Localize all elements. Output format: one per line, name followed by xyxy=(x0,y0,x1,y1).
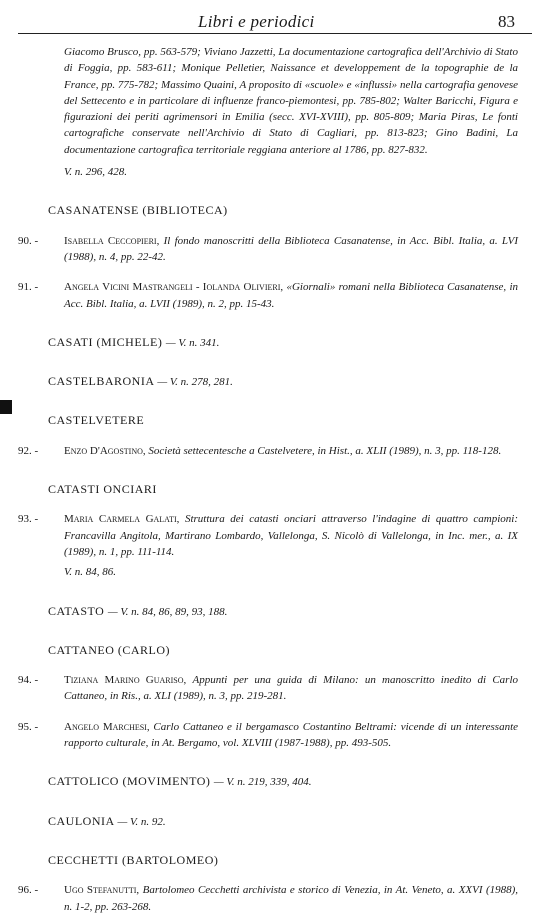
section-heading xyxy=(18,481,518,497)
section-heading xyxy=(18,813,518,830)
heading-label: CATASTO xyxy=(48,603,105,618)
heading-label: CASTELVETERE xyxy=(48,413,145,428)
entry-author: Maria Carmela Galati, xyxy=(64,513,180,526)
section-heading xyxy=(18,773,518,790)
heading-cross-ref: — V. n. 219, 339, 404. xyxy=(213,776,312,789)
header-rule xyxy=(18,33,532,34)
bibliography-entry xyxy=(18,719,518,752)
running-head: Libri e periodici xyxy=(198,12,315,31)
entry-number: 95. - xyxy=(18,720,39,733)
heading-cross-ref: — V. n. 92. xyxy=(117,815,166,828)
entry-number: 90. - xyxy=(18,234,39,247)
heading-label: CASATI (MICHELE) xyxy=(48,334,163,349)
page-header xyxy=(0,0,550,40)
heading-label: CATTANEO (CARLO) xyxy=(48,642,171,657)
heading-cross-ref: — V. n. 341. xyxy=(165,336,220,349)
entry-number: 96. - xyxy=(18,884,39,897)
heading-label: CECCHETTI (BARTOLOMEO) xyxy=(48,852,219,867)
heading-label: CASTELBARONIA xyxy=(48,374,154,389)
section-heading xyxy=(18,202,518,218)
bibliography-entry xyxy=(18,443,518,459)
heading-label: CASANATENSE (BIBLIOTECA) xyxy=(48,203,228,218)
entry-author: Isabella Ceccopieri, xyxy=(64,234,160,247)
heading-cross-ref: — V. n. 84, 86, 89, 93, 188. xyxy=(107,605,228,618)
entry-author: Angela Vicini Mastrangeli - Iolanda Olivieri, xyxy=(64,281,284,294)
entry-text: «Giornali» romani nella Biblioteca Casanatense, in Acc. Bibl. Italia, a. LVII (1989), n. 2, pp. 15-43. xyxy=(64,281,519,310)
heading-cross-ref: — V. n. 278, 281. xyxy=(157,376,233,389)
entry-text: Struttura dei catasti onciari attraverso l'indagine di quattro campioni: Francavilla Angitola, Martirano Lombardo, Vallelonga, S. Nicolò di Vallelonga, in Inc. mer., a. IX (1989), n. 1, pp. 111-114. xyxy=(64,513,519,558)
section-heading xyxy=(18,412,518,428)
entry-text: Il fondo manoscritti della Biblioteca Casanatense, in Acc. Bibl. Italia, a. LVI (1988), n. 4, pp. 22-42. xyxy=(64,234,518,263)
bibliography-entry xyxy=(18,279,518,312)
page-body xyxy=(18,44,518,915)
heading-label: CATASTI ONCIARI xyxy=(48,482,157,497)
entry-number: 92. - xyxy=(18,444,39,457)
entry-text: Carlo Cattaneo e il bergamasco Costantino Beltrami: vicende di un interessante rapporto culturale, in At. Bergamo, vol. XLVIII (1987-1988), pp. 493-505. xyxy=(64,720,519,750)
section-heading xyxy=(18,603,518,620)
section-heading xyxy=(18,373,518,390)
bibliography-entry xyxy=(18,672,518,705)
page-number: 83 xyxy=(498,12,515,31)
entry-author: Angelo Marchesi, xyxy=(64,720,150,733)
entry-author: Enzo D'Agostino, xyxy=(64,444,146,457)
heading-label: CATTOLICO (MOVIMENTO) xyxy=(48,774,211,789)
section-heading xyxy=(18,334,518,351)
entry-author: Tiziana Marino Guariso, xyxy=(64,674,187,687)
entry-text: Società settecentesche a Castelvetere, in Hist., a. XLII (1989), n. 3, pp. 118-128. xyxy=(148,444,502,457)
entry-text: Bartolomeo Cecchetti archivista e storico di Venezia, in At. Veneto, a. XXVI (1988), n. 1-2, pp. 263-268. xyxy=(64,884,519,913)
section-heading xyxy=(18,642,518,658)
entry-author: Ugo Stefanutti, xyxy=(64,884,140,897)
margin-mark xyxy=(0,400,12,414)
bibliography-entry xyxy=(18,233,518,266)
entry-number: 93. - xyxy=(18,513,39,526)
section-heading xyxy=(18,852,518,868)
bibliography-entry xyxy=(18,511,518,560)
sections xyxy=(18,202,518,914)
entry-text: Appunti per una guida di Milano: un manoscritto inedito di Carlo Cattaneo, in Ris., a. XLI (1989), n. 3, pp. 219-281. xyxy=(64,674,518,703)
entry-number: 91. - xyxy=(18,281,39,294)
entry-cross-ref: V. n. 84, 86. xyxy=(64,566,117,579)
heading-label: CAULONIA xyxy=(48,813,114,828)
entry-number: 94. - xyxy=(18,674,39,687)
continuation-text: Giacomo Brusco, pp. 563-579; Viviano Jazzetti, La documentazione cartografica dell'Archivio di Stato di Foggia, pp. 583-611; Monique Pelletier, Naissance et developpement de la topographie de la France, pp. 775-782; Massimo Quaini, A proposito di «scuole» e «influssi» nella cartografia genovese del Settecento e in particolare di influenze franco-piemontesi, pp. 785-802; Walter Baricchi, Figura e figurazioni dei periti agrimensori in Emilia (secc. XVI-XVIII), pp. 805-809; Maria Piras, Le fonti cartografiche conservate nell'Archivio di Stato di Cagliari, pp. 813-823; Gino Badini, La documentazione cartografica territoriale reggiana anteriore al 1786, pp. 827-832. xyxy=(64,46,518,156)
continuation-note: V. n. 296, 428. xyxy=(64,166,128,179)
bibliography-entry xyxy=(18,882,518,915)
